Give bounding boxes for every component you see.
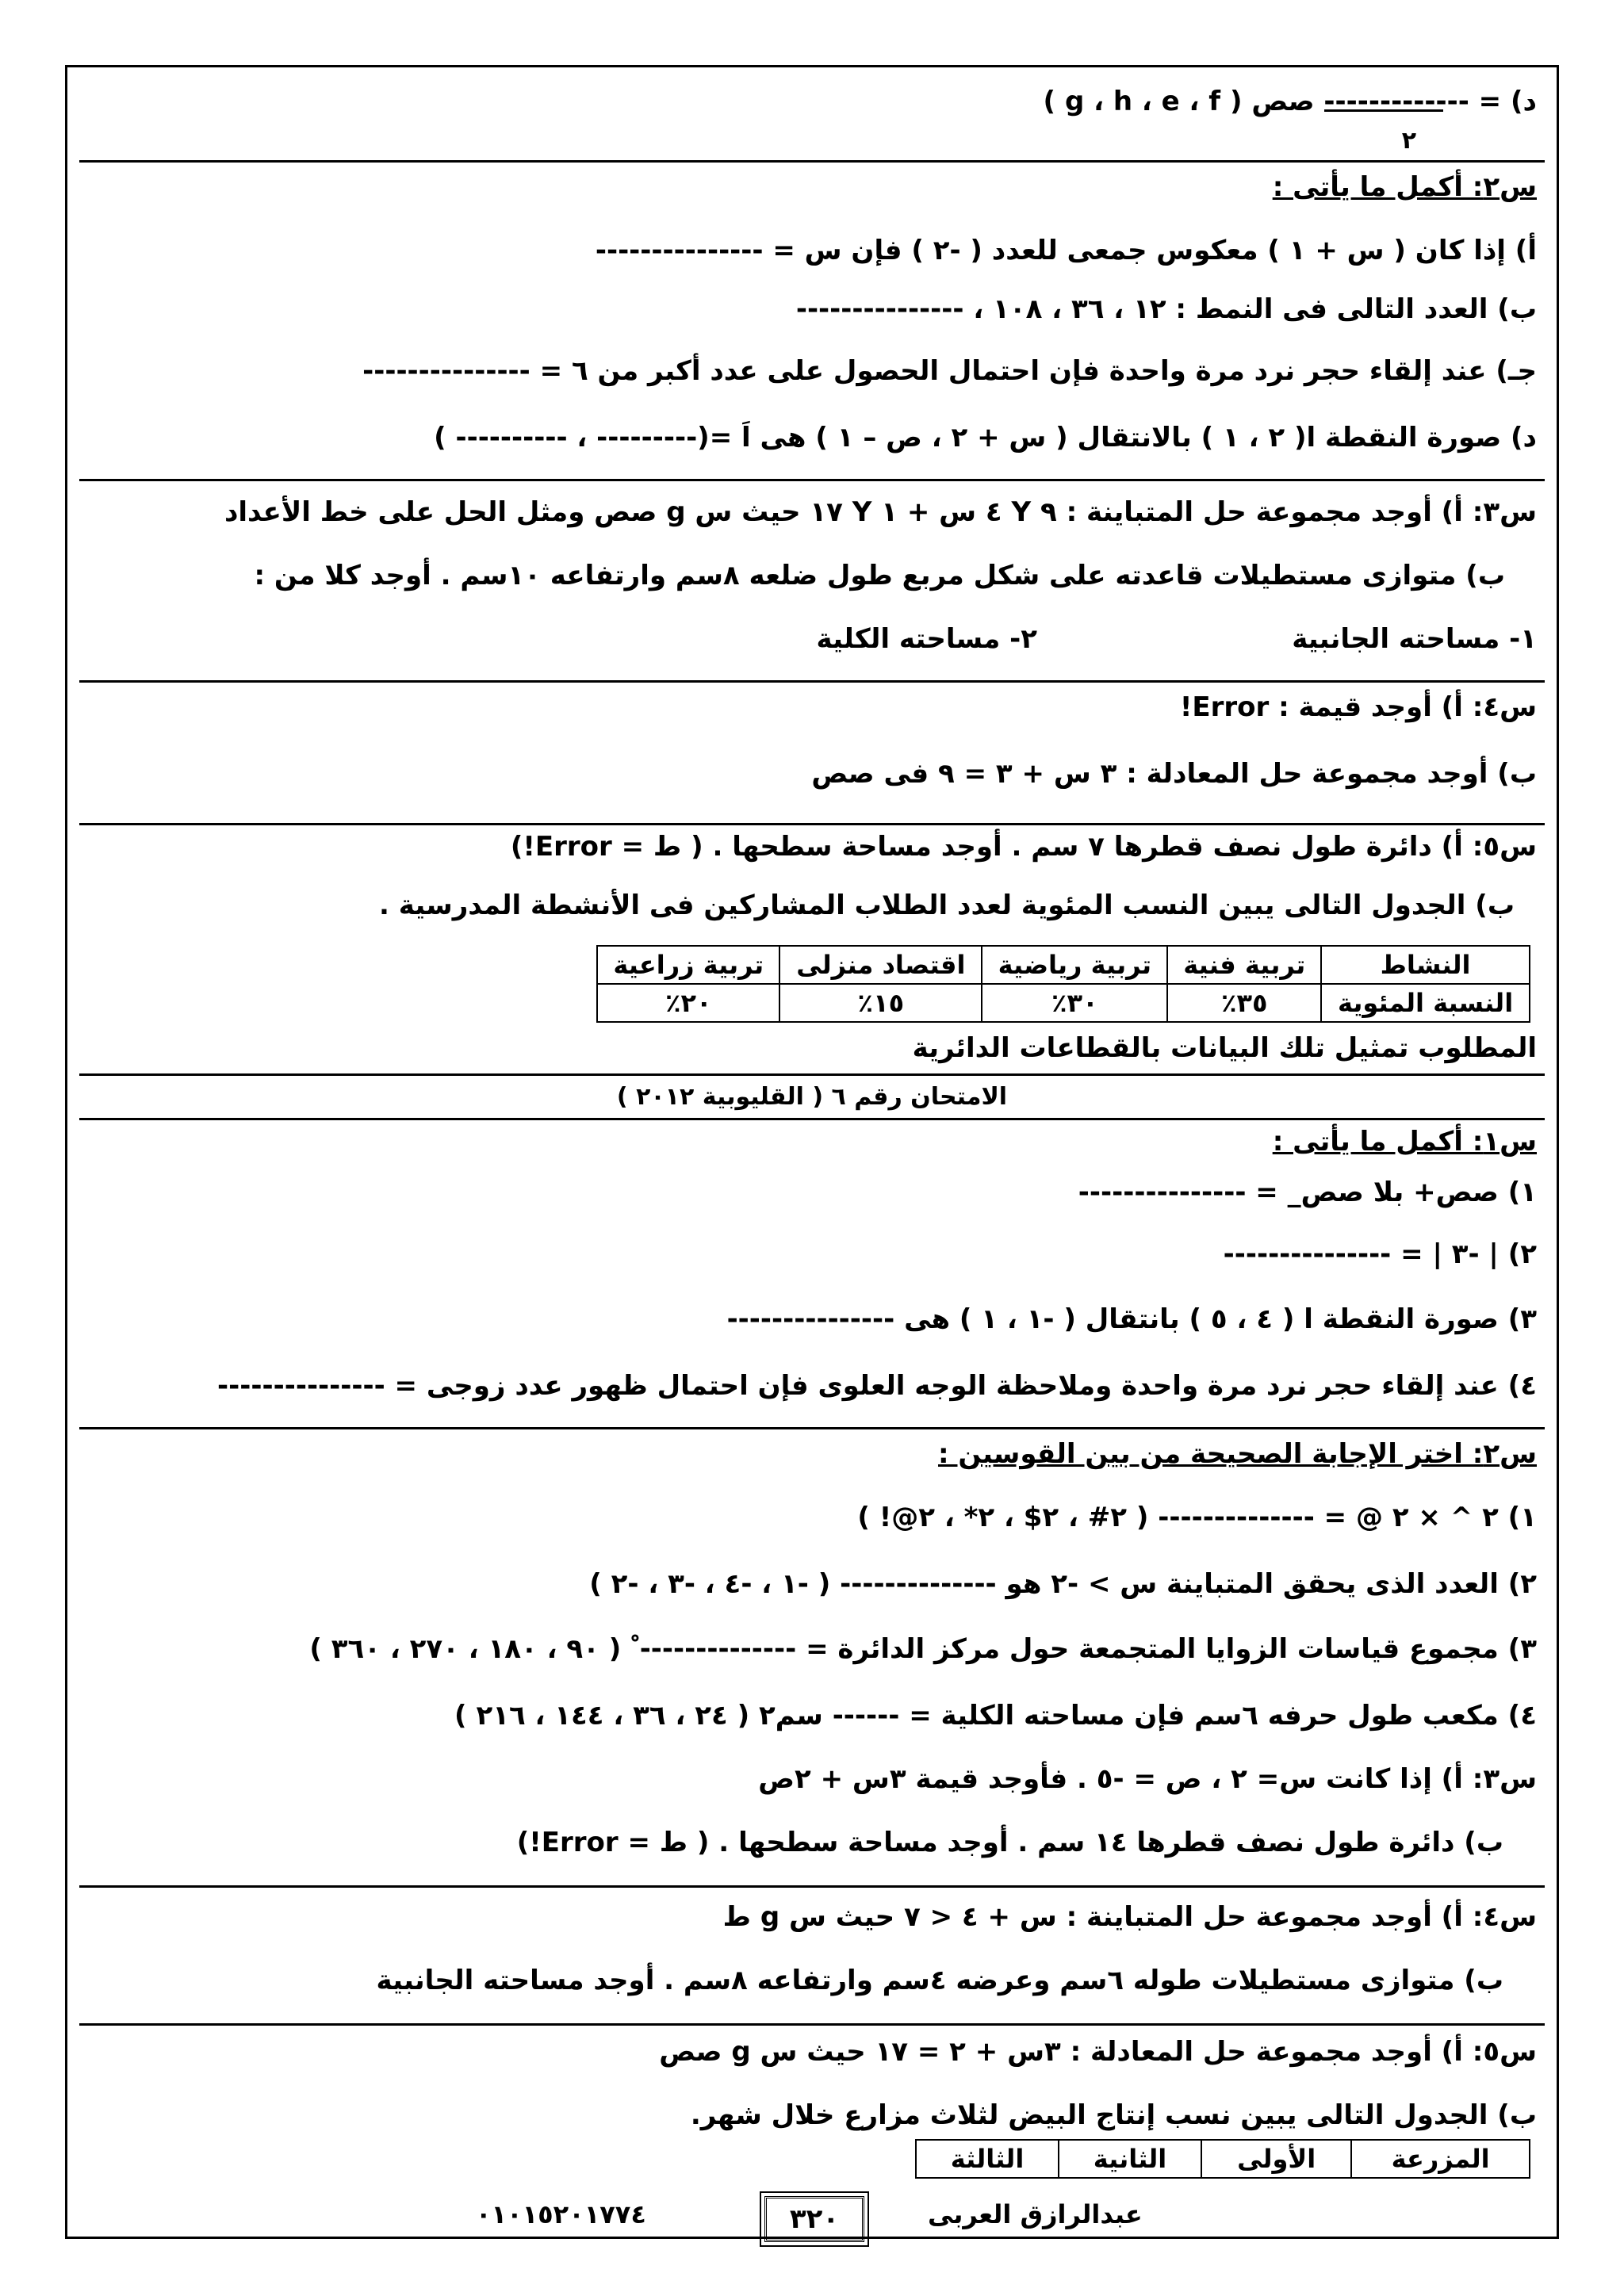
table-cell: اقتصاد منزلى xyxy=(779,946,982,984)
e6-q1-4: ٤) عند إلقاء حجر نرد مرة واحدة وملاحظة الوجه العلوى فإن احتمال ظهور عدد زوجى = --------------- xyxy=(217,1370,1537,1402)
q3-a: س٣: أ) أوجد مجموعة حل المتباينة : ٩ Y ٤ س + ١ Y ١٧ حيث س g صص ومثل الحل على خط الأعداد xyxy=(224,496,1537,528)
table-cell: الثالثة xyxy=(916,2140,1059,2178)
table-row xyxy=(597,984,1530,1022)
e6-q2-1: ١) ٢ ^ × ٢ @ = -------------- ( ٢# ، ٢$ ، ٢* ، ٢@! ) xyxy=(857,1502,1537,1533)
exam-title: الامتحان رقم ٦ ( القليوبية ٢٠١٢ ) xyxy=(616,1083,1008,1111)
footer-phone: ٠١٠١٥٢٠١٧٧٤ xyxy=(476,2199,646,2229)
q3-b1: ١- مساحته الجانبية xyxy=(1292,623,1537,655)
q4-b: ب) أوجد مجموعة حل المعادلة : ٣ س + ٣ = ٩ فى صص xyxy=(811,758,1537,790)
q2-heading: س٢: أكمل ما يأتى : xyxy=(1272,171,1537,203)
q2-a: أ) إذا كان ( س + ١ ) معكوس جمعى للعدد ( -٢ ) فإن س = --------------- xyxy=(595,235,1537,266)
divider xyxy=(79,1885,1545,1888)
e6-q5-a: س٥: أ) أوجد مجموعة حل المعادلة : ٣س + ٢ = ١٧ حيث س g صص xyxy=(659,2036,1537,2068)
divider xyxy=(79,1118,1545,1120)
q4-a: س٤: أ) أوجد قيمة : Error! xyxy=(1179,691,1537,723)
e6-q3-b: ب) دائرة طول نصف قطرها ١٤ سم . أوجد مساحة سطحها . ( ط = Error!) xyxy=(516,1827,1503,1858)
q2-c: جـ) عند إلقاء حجر نرد مرة واحدة فإن احتمال الحصول على عدد أكبر من ٦ = --------------- xyxy=(362,355,1537,387)
divider xyxy=(79,479,1545,481)
table-cell: تربية فنية xyxy=(1167,946,1321,984)
divider xyxy=(79,1073,1545,1076)
q2-d: د) صورة النقطة ا( ٢ ، ١ ) بالانتقال ( س + ٢ ، ص – ١ ) هى اَ =(--------- ، ---------- ) xyxy=(434,422,1537,453)
divider xyxy=(79,160,1545,163)
divider xyxy=(79,1427,1545,1429)
table-cell: ١٥٪ xyxy=(779,984,982,1022)
divider xyxy=(79,680,1545,683)
table-cell: تربية رياضية xyxy=(982,946,1167,984)
q3-b: ب) متوازى مستطيلات قاعدته على شكل مربع طول ضلعه ٨سم وارتفاعه ١٠سم . أوجد كلا من : xyxy=(254,560,1505,591)
e6-q4-b: ب) متوازى مستطيلات طوله ٦سم وعرضه ٤سم وارتفاعه ٨سم . أوجد مساحته الجانبية xyxy=(376,1965,1503,1996)
divider xyxy=(79,823,1545,825)
farms-table xyxy=(915,2139,1530,2179)
table-row xyxy=(597,946,1530,984)
table-cell: الأولى xyxy=(1201,2140,1351,2178)
fraction-denominator: ٢ xyxy=(1401,127,1416,155)
table-cell: النسبة المئوية xyxy=(1321,984,1530,1022)
q5-a: س٥: أ) دائرة طول نصف قطرها ٧ سم . أوجد مساحة سطحها . ( ط = Error!) xyxy=(510,831,1537,863)
e6-q1-2: ٢) | -٣ | = --------------- xyxy=(1223,1238,1537,1270)
table-cell: تربية زراعية xyxy=(597,946,779,984)
q3-b2: ٢- مساحته الكلية xyxy=(816,623,1037,655)
divider xyxy=(79,2023,1545,2026)
activities-table xyxy=(596,945,1530,1023)
page-number: ٣٢٠ xyxy=(764,2196,864,2242)
e6-q5-b: ب) الجدول التالى يبين نسب إنتاج البيض لثلاث مزارع خلال شهر. xyxy=(690,2099,1537,2131)
e6-q1-3: ٣) صورة النقطة ا ( ٤ ، ٥ ) بانتقال ( -١ ، ١ ) هى --------------- xyxy=(726,1303,1537,1335)
table-cell: ٣٠٪ xyxy=(982,984,1167,1022)
table-cell: النشاط xyxy=(1321,946,1530,984)
table-cell: ٣٥٪ xyxy=(1167,984,1321,1022)
e6-q2-heading: س٢: اختر الإجابة الصحيحة من بين القوسين : xyxy=(938,1438,1537,1470)
table-row xyxy=(916,2140,1530,2178)
e6-q1-heading: س١: أكمل ما يأتى : xyxy=(1272,1126,1537,1158)
table-cell: الثانية xyxy=(1059,2140,1201,2178)
q5-c: المطلوب تمثيل تلك البيانات بالقطاعات الدائرية xyxy=(912,1032,1537,1064)
fraction-bar xyxy=(1324,109,1443,112)
q2-b: ب) العدد التالى فى النمط : ١٢ ، ٣٦ ، ١٠٨ ، --------------- xyxy=(795,293,1537,325)
e6-q2-3: ٣) مجموع قياسات الزوايا المتجمعة حول مركز الدائرة = -------------- ْ ( ٩٠ ، ١٨٠ ، ٢٧٠ ، ٣٦٠ ) xyxy=(309,1633,1537,1665)
q-d-fraction-line: د) = ------------- صص ( g ، h ، e ، f ) xyxy=(1043,86,1537,117)
q5-b: ب) الجدول التالى يبين النسب المئوية لعدد الطلاب المشاركين فى الأنشطة المدرسية . xyxy=(379,890,1515,921)
footer-author: عبدالرازق العربى xyxy=(928,2199,1143,2229)
table-cell: المزرعة xyxy=(1351,2140,1530,2178)
e6-q2-4: ٤) مكعب طول حرفه ٦سم فإن مساحته الكلية = ------ سم٢ ( ٢٤ ، ٣٦ ، ١٤٤ ، ٢١٦ ) xyxy=(454,1700,1537,1732)
e6-q4-a: س٤: أ) أوجد مجموعة حل المتباينة : س + ٤ < ٧ حيث س g ط xyxy=(722,1901,1537,1933)
e6-q1-1: ١) صص+ بلا صص_ = --------------- xyxy=(1078,1177,1537,1208)
table-cell: ٢٠٪ xyxy=(597,984,779,1022)
e6-q2-2: ٢) العدد الذى يحقق المتباينة س > -٢ هو -------------- ( -١ ، -٤ ، -٣ ، -٢ ) xyxy=(589,1568,1537,1600)
e6-q3-a: س٣: أ) إذا كانت س= ٢ ، ص = -٥ . فأوجد قيمة ٣س + ٢ص xyxy=(758,1763,1537,1795)
